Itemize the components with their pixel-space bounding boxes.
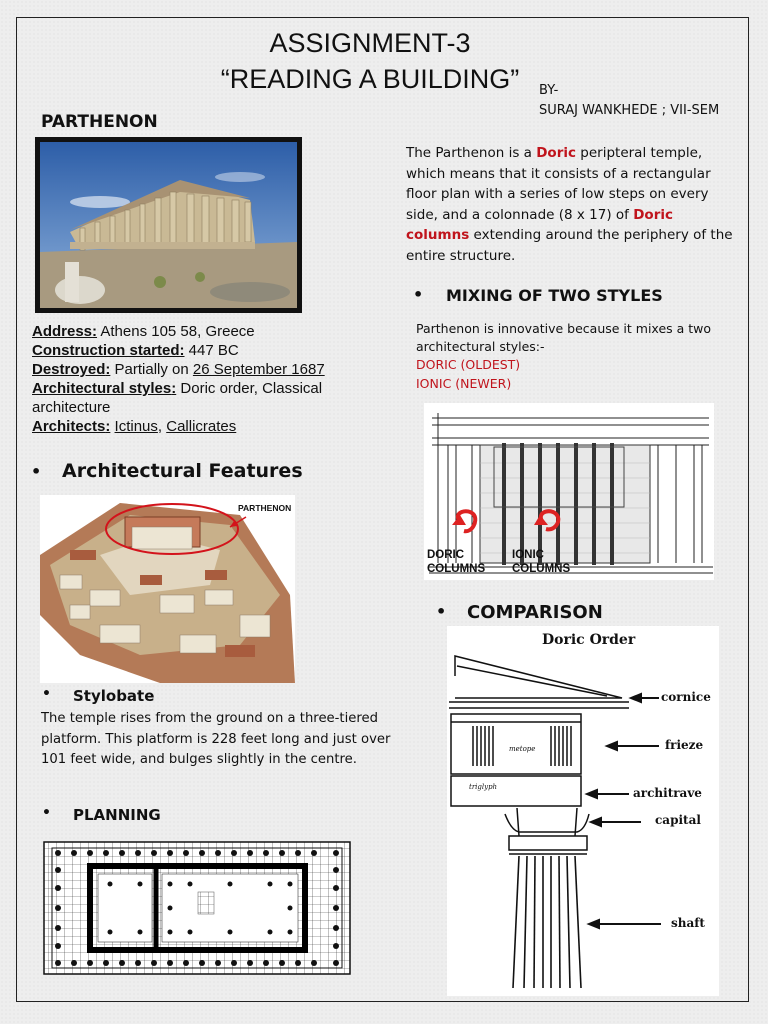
ionic-columns-label: IONIC COLUMNS [512,549,571,575]
mixing-text: Parthenon is innovative because it mixes a two architectural styles:- [416,321,712,354]
fact-address: Address: Athens 105 58, Greece [32,323,255,340]
label-cornice: cornice [661,690,711,704]
fact-destroyed: Destroyed: Partially on 26 September 1687 [32,361,325,378]
label-frieze: frieze [665,738,704,752]
page-subtitle: “READING A BUILDING” [220,64,520,94]
features-heading: Architectural Features [62,460,303,482]
parthenon-heading: PARTHENON [41,112,158,132]
bullet: • [413,285,424,304]
label-shaft: shaft [671,916,705,930]
floor-plan-drawing [40,840,355,976]
mixing-heading: MIXING OF TWO STYLES [446,286,663,305]
bullet: • [31,462,42,481]
comparison-heading: COMPARISON [467,602,603,623]
stylobate-text: The temple rises from the ground on a three-tiered platform. This platform is 228 feet long and just over 101 feet wide, and bulges slightly in the centre. [41,711,391,767]
bullet: • [42,686,51,702]
style-doric: DORIC (OLDEST) [416,357,521,372]
bullet: • [436,602,447,621]
fact-construction: Construction started: 447 BC [32,342,239,359]
parthenon-map-label: PARTHENON [238,503,292,513]
doric-order-diagram [447,626,719,996]
doric-order-drawing [447,626,719,996]
style-ionic: IONIC (NEWER) [416,376,512,391]
label-triglyph: triglyph [469,783,498,791]
label-architrave: architrave [633,786,702,800]
doric-columns-label: DORIC COLUMNS [427,549,486,575]
page-title: ASSIGNMENT-3 [269,28,471,58]
fact-architects: Architects: Ictinus, Callicrates [32,418,237,435]
stylobate-heading: Stylobate [73,687,155,705]
section-diagram [424,403,714,580]
doric-order-title: Doric Order [542,632,636,648]
bullet: • [42,805,51,821]
floor-plan-image [40,840,355,976]
planning-heading: PLANNING [73,806,161,824]
architect-link-ictinus[interactable]: Ictinus [114,418,158,435]
by-label: BY- [539,83,559,98]
facts-list [32,322,377,436]
author-name: SURAJ WANKHEDE ; VII-SEM [539,103,720,118]
acropolis-drawing [40,495,295,683]
date-link[interactable]: 26 September 1687 [192,361,325,378]
parthenon-photo-image [40,142,297,308]
intro-paragraph: The Parthenon is a Doric peripteral temple, which means that it consists of a rectangular floor plan with a series of low steps on every side, and a colonnade (8 x 17) of Doric columns extending around the periphery of the entire structure. [406,145,733,264]
architect-link-callicrates[interactable]: Callicrates [166,418,237,435]
acropolis-aerial-image [40,495,295,683]
label-metope: metope [509,745,536,753]
label-capital: capital [655,813,701,827]
fact-styles: Architectural styles: Doric order, Classical architecture [32,380,323,416]
parthenon-photo [35,137,302,313]
